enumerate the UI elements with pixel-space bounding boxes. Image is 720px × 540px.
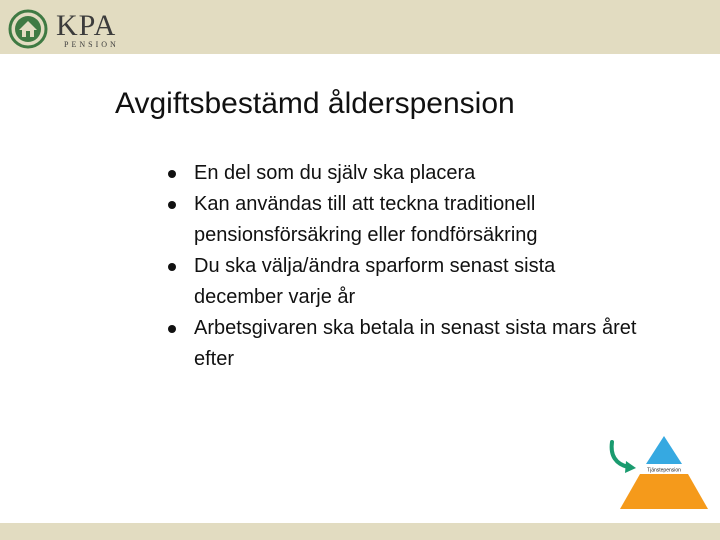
bullet-text: Kan användas till att teckna traditionell pensionsförsäkring eller fondförsäkring: [194, 193, 538, 246]
bullet-item: [168, 189, 638, 251]
pyramid-label: Tjänstepension: [647, 467, 681, 474]
logo-subtitle: PENSION: [64, 40, 119, 49]
footer-band: [0, 523, 720, 540]
bullet-dot-icon: [168, 325, 176, 333]
bullet-item: [168, 158, 638, 189]
green-arrow-icon: [612, 442, 628, 467]
bullet-dot-icon: [168, 201, 176, 209]
bullet-dot-icon: [168, 263, 176, 271]
logo-wordmark: KPA: [56, 9, 117, 42]
house-emblem-icon: [8, 9, 48, 49]
bullet-text: En del som du själv ska placera: [194, 162, 476, 184]
kpa-pension-logo[interactable]: [8, 9, 128, 49]
arrow-head-icon: [625, 461, 636, 473]
pyramid-top-section: [646, 436, 682, 464]
bullet-text: Arbetsgivaren ska betala in senast sista mars året efter: [194, 317, 637, 370]
bullet-item: [168, 313, 638, 375]
slide-title: Avgiftsbestämd ålderspension: [115, 87, 515, 120]
bullet-text: Du ska välja/ändra sparform senast sista december varje år: [194, 255, 556, 308]
bullet-dot-icon: [168, 170, 176, 178]
bullet-list: [168, 158, 638, 375]
pyramid-bottom-section: [620, 474, 708, 509]
bullet-item: [168, 251, 638, 313]
pension-pyramid-graphic: [606, 434, 710, 514]
